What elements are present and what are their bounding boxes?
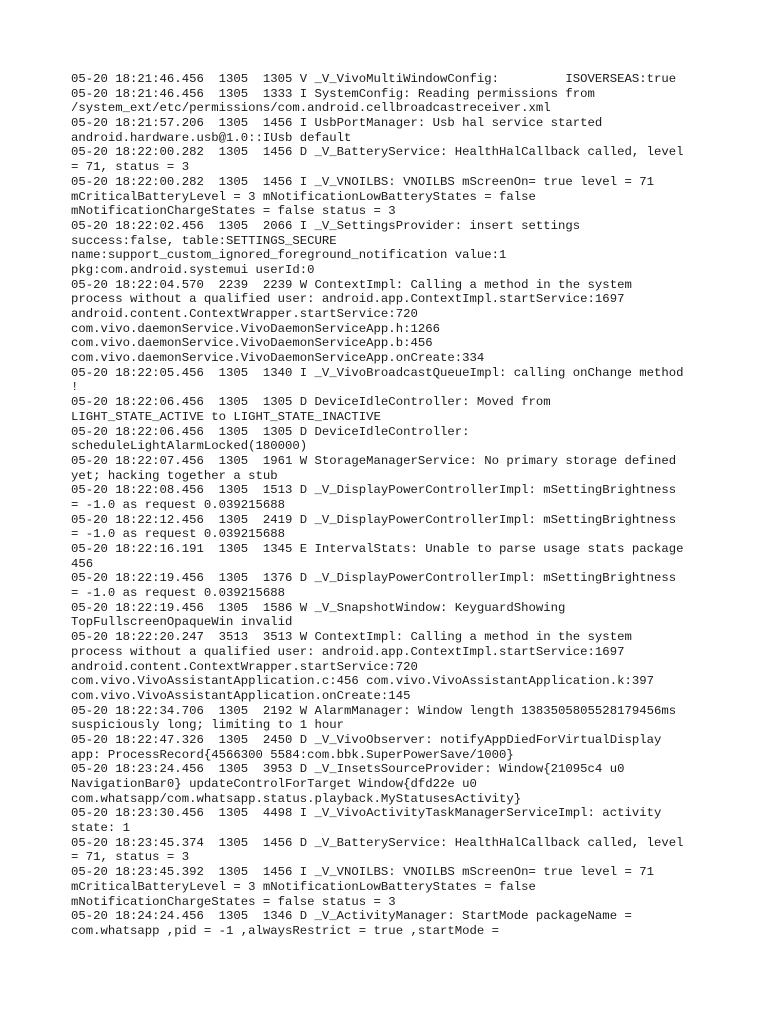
log-line: 05-20 18:22:07.456 1305 1961 W StorageManagerService: No primary storage defined (71, 453, 677, 468)
log-line: ! (71, 380, 79, 395)
log-line: 05-20 18:22:16.191 1305 1345 E IntervalStats: Unable to parse usage stats package (71, 542, 684, 556)
log-line: android.hardware.usb@1.0::IUsb default (71, 130, 352, 145)
log-text-block (71, 72, 711, 939)
log-line: suspiciously long; limiting to 1 hour (71, 718, 345, 733)
log-line: com.vivo.daemonService.VivoDaemonServiceApp.b:456 (71, 336, 433, 351)
log-line: 05-20 18:22:05.456 1305 1340 I _V_VivoBroadcastQueueImpl: calling onChange method (71, 365, 684, 380)
log-line: NavigationBar0} updateControlForTarget Window{dfd22e u0 (71, 777, 477, 791)
log-line: 05-20 18:22:06.456 1305 1305 D DeviceIdleController: Moved from (71, 395, 551, 410)
log-line: com.vivo.daemonService.VivoDaemonServiceApp.h:1266 (71, 321, 440, 336)
log-line: app: ProcessRecord{4566300 5584:com.bbk.SuperPowerSave/1000} (71, 747, 514, 762)
log-line: = 71, status = 3 (71, 160, 190, 175)
log-line: 05-20 18:23:24.456 1305 3953 D _V_InsetsSourceProvider: Window{21095c4 u0 (71, 762, 625, 777)
log-line: com.vivo.daemonService.VivoDaemonServiceApp.onCreate:334 (71, 351, 485, 366)
log-line: 05-20 18:23:45.374 1305 1456 D _V_BatteryService: HealthHalCallback called, level (71, 835, 684, 850)
log-line: 05-20 18:23:30.456 1305 4498 I _V_VivoActivityTaskManagerServiceImpl: activity (71, 806, 662, 821)
log-line: 05-20 18:22:19.456 1305 1586 W _V_SnapshotWindow: KeyguardShowing (71, 600, 566, 615)
log-line: 05-20 18:22:00.282 1305 1456 I _V_VNOILBS: VNOILBS mScreenOn= true level = 71 (71, 174, 654, 189)
log-line: android.content.ContextWrapper.startService:720 (71, 659, 418, 674)
log-line: 05-20 18:21:57.206 1305 1456 I UsbPortManager: Usb hal service started (71, 116, 603, 131)
log-line: 05-20 18:22:08.456 1305 1513 D _V_DisplayPowerControllerImpl: mSettingBrightness (71, 483, 677, 498)
log-line: = -1.0 as request 0.039215688 (71, 586, 286, 601)
log-line: scheduleLightAlarmLocked(180000) (71, 439, 308, 454)
log-line: /system_ext/etc/permissions/com.android.cellbroadcastreceiver.xml (71, 101, 551, 116)
log-line: pkg:com.android.systemui userId:0 (71, 262, 315, 277)
log-line: 05-20 18:21:46.456 1305 1333 I SystemConfig: Reading permissions from (71, 86, 595, 101)
log-line: yet; hacking together a stub (71, 468, 278, 483)
log-line: TopFullscreenOpaqueWin invalid (71, 615, 293, 630)
log-line: LIGHT_STATE_ACTIVE to LIGHT_STATE_INACTIVE (71, 409, 381, 424)
log-line: com.whatsapp/com.whatsapp.status.playback.MyStatusesActivity} (71, 791, 522, 806)
log-line: 05-20 18:22:34.706 1305 2192 W AlarmManager: Window length 1383505805528179456ms (71, 703, 677, 718)
log-line: state: 1 (71, 821, 131, 836)
log-line: 05-20 18:22:20.247 3513 3513 W ContextImpl: Calling a method in the system (71, 630, 632, 645)
log-line: = -1.0 as request 0.039215688 (71, 527, 286, 542)
log-line: 05-20 18:23:45.392 1305 1456 I _V_VNOILBS: VNOILBS mScreenOn= true level = 71 (71, 865, 654, 880)
log-line: process without a qualified user: android.app.ContextImpl.startService:1697 (71, 644, 625, 659)
log-line: com.whatsapp ,pid = -1 ,alwaysRestrict = true ,startMode = (71, 923, 500, 938)
log-line: = 71, status = 3 (71, 850, 190, 865)
log-line: process without a qualified user: android.app.ContextImpl.startService:1697 (71, 292, 625, 307)
log-line: android.content.ContextWrapper.startService:720 (71, 307, 418, 321)
log-line: 05-20 18:22:47.326 1305 2450 D _V_VivoObserver: notifyAppDiedForVirtualDisplay (71, 732, 662, 747)
log-line: 05-20 18:22:12.456 1305 2419 D _V_DisplayPowerControllerImpl: mSettingBrightness (71, 512, 677, 527)
log-line: com.vivo.VivoAssistantApplication.c:456 com.vivo.VivoAssistantApplication.k:397 (71, 674, 654, 689)
log-line: 05-20 18:21:46.456 1305 1305 V _V_VivoMultiWindowConfig: ISOVERSEAS:true (71, 72, 677, 86)
log-line: mNotificationChargeStates = false status = 3 (71, 894, 396, 909)
log-line: mCriticalBatteryLevel = 3 mNotificationLowBatteryStates = false (71, 189, 536, 204)
log-line: success:false, table:SETTINGS_SECURE (71, 233, 337, 248)
log-line: mCriticalBatteryLevel = 3 mNotificationLowBatteryStates = false (71, 879, 536, 894)
log-line: 456 (71, 556, 94, 571)
log-line: 05-20 18:22:04.570 2239 2239 W ContextImpl: Calling a method in the system (71, 277, 632, 292)
log-line: mNotificationChargeStates = false status = 3 (71, 204, 396, 219)
log-line: 05-20 18:22:06.456 1305 1305 D DeviceIdleController: (71, 424, 470, 439)
log-line: 05-20 18:22:00.282 1305 1456 D _V_BatteryService: HealthHalCallback called, level (71, 145, 684, 160)
log-line: name:support_custom_ignored_foreground_notification value:1 (71, 248, 507, 263)
log-line: com.vivo.VivoAssistantApplication.onCreate:145 (71, 688, 411, 703)
log-line: 05-20 18:22:02.456 1305 2066 I _V_SettingsProvider: insert settings (71, 218, 581, 233)
log-line: 05-20 18:24:24.456 1305 1346 D _V_ActivityManager: StartMode packageName = (71, 909, 632, 924)
log-line: 05-20 18:22:19.456 1305 1376 D _V_DisplayPowerControllerImpl: mSettingBrightness (71, 571, 677, 586)
log-line: = -1.0 as request 0.039215688 (71, 497, 286, 512)
